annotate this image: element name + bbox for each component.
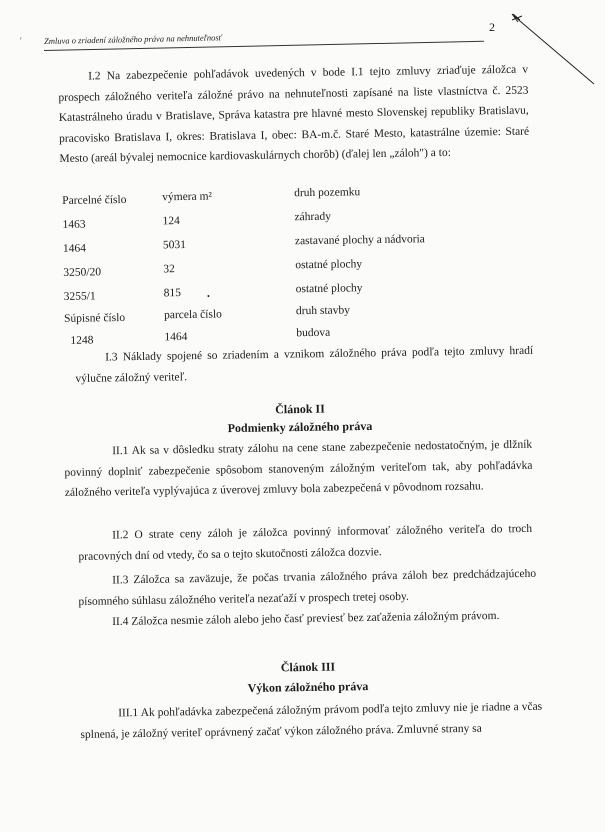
table-cell: 815 <box>163 287 182 300</box>
paragraph-I-2: I.2 Na zabezpečenie pohľadávok uvedených v bode I.1 tejto zmluvy zriaďuje záložca v prospech záložného veriteľa záložné právo na nehnuteľnosti zapísané na liste vlastníctva č. 2523 Katastrálneho úradu v Bratislave, Správa katastra pre hlavné mesto Slovenskej republiky Bratislavu, pracovisko Bratislava I, okres: Bratislava I, obec: BA-m.č. Staré Mesto, katastrálne územie: Staré Mesto (areál bývalej nemocnice kardiovaskulárnych chorôb) (ďalej len „záloh") a to: <box>58 63 530 165</box>
table-cell: záhrady <box>294 210 332 224</box>
table-header: Parcelné číslo <box>62 193 127 207</box>
paragraph-II-1: II.1 Ak sa v dôsledku straty zálohu na cene stane zabezpečenie nedostatočným, je dlžník povinný doplniť zabezpečenie spôsobom stanoveným záložným veriteľom tak, aby pohľadávka záložného veriteľa vyplývajúca z úverovej zmluvy bola zabezpečená v pôvodnom rozsahu. <box>64 438 533 499</box>
table-header: druh stavby <box>295 304 351 318</box>
article-II-title: Podmienky záložného práva <box>227 418 373 436</box>
table-cell: 32 <box>163 263 175 276</box>
table-cell: zastavané plochy a nádvoria <box>294 233 425 248</box>
table-header: výmera m² <box>162 190 213 204</box>
table-cell: 5031 <box>162 238 187 252</box>
paragraph-II-4: II.4 Záložca nesmie záloh alebo jeho časť previesť bez zaťaženia záložným právom. <box>112 609 500 628</box>
table-cell: 124 <box>162 215 180 228</box>
scan-dot: • <box>207 292 210 301</box>
article-II-number: Článok II <box>275 401 325 417</box>
paragraph-II-2: II.2 O strate ceny záloh je záložca povinný informovať záložného veriteľa do troch pracovných dní od vtedy, čo sa o tejto skutočnosti záložca dozvie. <box>78 522 533 563</box>
table-header: druh pozemku <box>294 186 361 200</box>
table-cell: 3250/20 <box>63 266 102 279</box>
table-header: parcela číslo <box>163 308 222 322</box>
table-cell: ostatné plochy <box>295 258 363 272</box>
table-cell: 3255/1 <box>63 290 96 303</box>
article-III-title: Výkon záložného práva <box>247 679 369 695</box>
document-header-title: Zmluva o zriadení záložného práva na nehnuteľnosť <box>44 32 222 46</box>
scan-speck: ' <box>20 36 22 46</box>
table-header: Súpisné číslo <box>64 311 126 325</box>
paragraph-III-1: III.1 Ak pohľadávka zabezpečená záložným právom podľa tejto zmluvy nie je riadne a včas splnená, je záložný veriteľ oprávnený začať výkon záložného práva. Zmluvné strany sa <box>80 700 543 741</box>
table-cell: 1248 <box>70 334 94 347</box>
article-III-number: Článok III <box>280 659 336 675</box>
page-number: 2 <box>489 20 495 34</box>
table-cell: budova <box>296 326 331 340</box>
table-cell: 1463 <box>62 218 86 231</box>
parcel-table <box>58 178 480 345</box>
paragraph-I-3: I.3 Náklady spojené so zriadením a vznikom záložného práva podľa tejto zmluvy hradí výlučne záložný veriteľ. <box>75 344 534 385</box>
paragraph-II-3: II.3 Záložca sa zaväzuje, že počas trvania záložného práva záloh bez predchádzajúceho písomného súhlasu záložného veriteľa nezaťaží v prospech tretej osoby. <box>78 567 537 608</box>
table-cell: ostatné plochy <box>295 282 363 296</box>
table-cell: 1464 <box>62 242 87 255</box>
table-cell: 1464 <box>164 330 188 344</box>
